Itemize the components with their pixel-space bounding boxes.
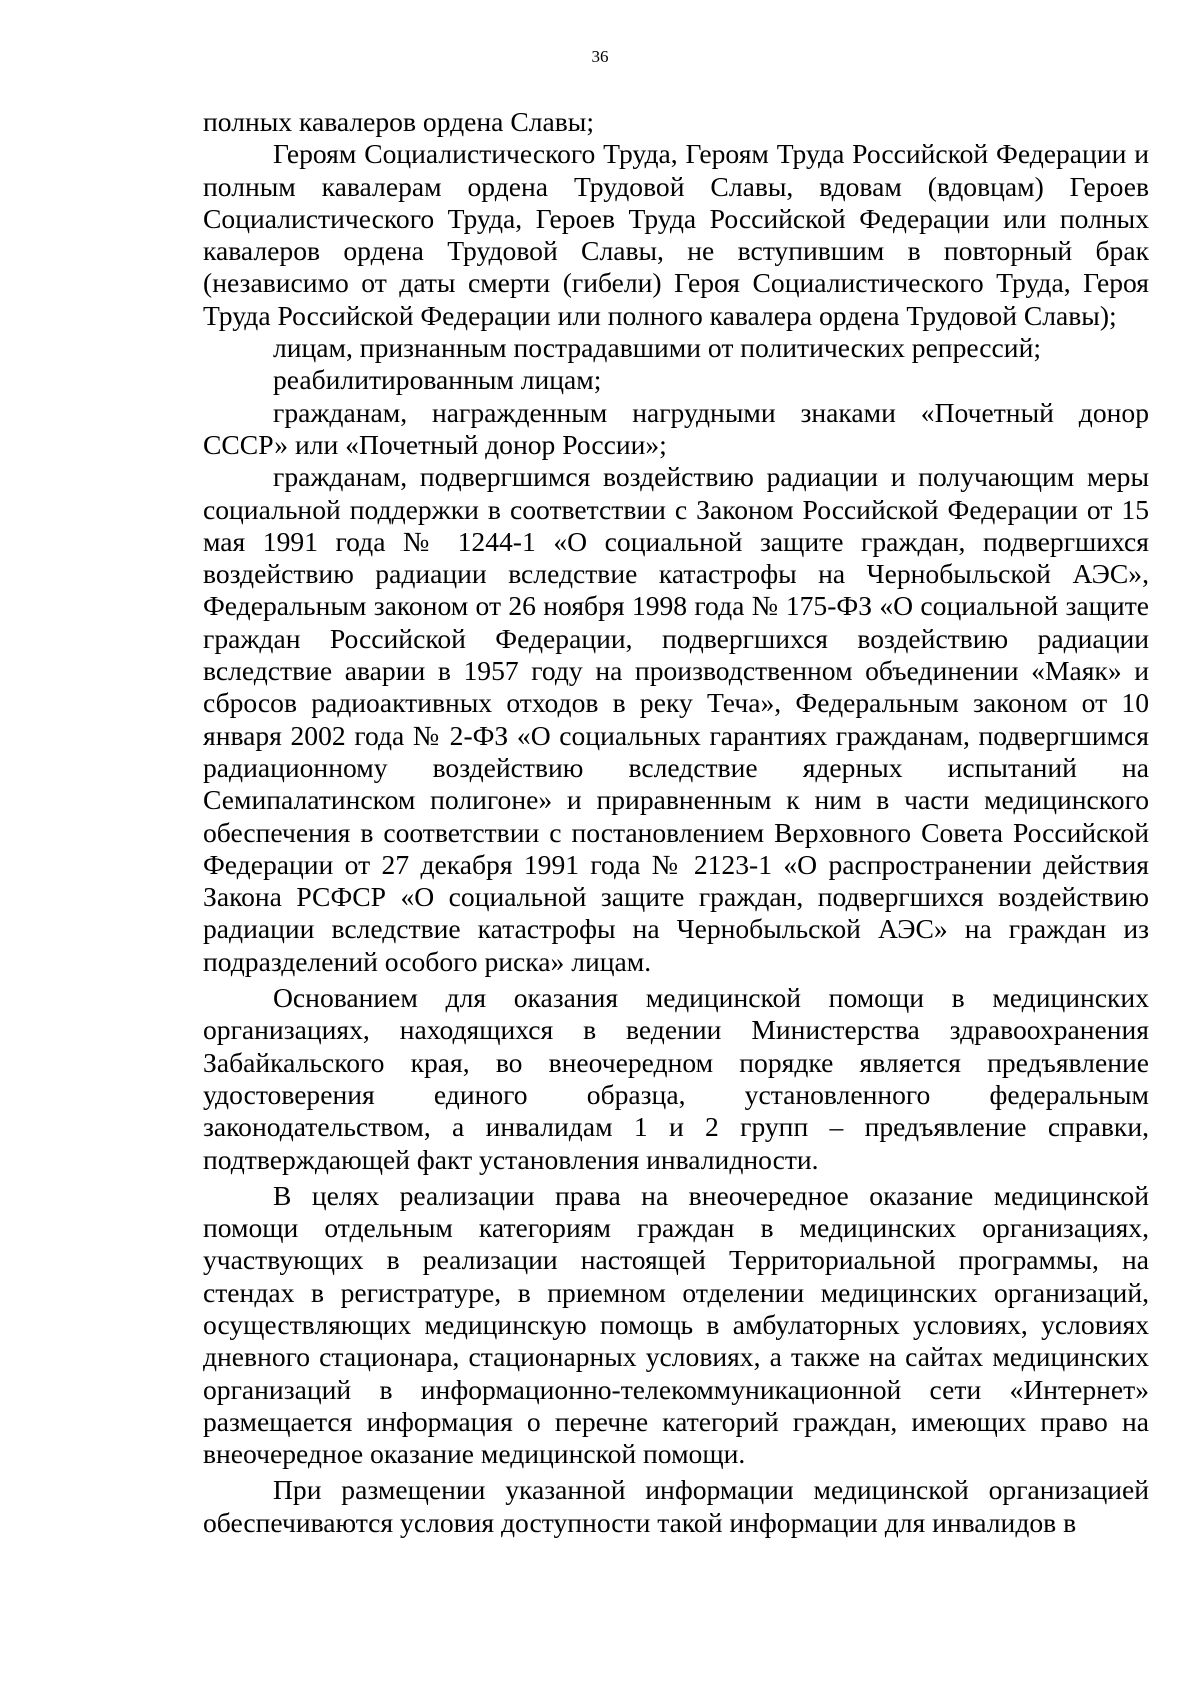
paragraph-information-stands: В целях реализации права на внеочередное оказание медицинской помощи отдельным категориям граждан в медицинских организациях, участвующих в реализации настоящей Территориальной программы, на стендах в регистратуре, в приемном отделении медицинских организаций, осуществляющих медицинскую помощь в амбулаторных условиях, условиях дневного стационара, стационарных условиях, а также на сайтах медицинских организаций в информационно-телекоммуникационной сети «Интернет» размещается информация о перечне категорий граждан, имеющих право на внеочередное оказание медицинской помощи. xyxy=(203,1179,1149,1470)
paragraph-honorary-donor: гражданам, награжденным нагрудными знаками «Почетный донор СССР» или «Почетный донор России»; xyxy=(203,396,1149,460)
paragraph-grounds: Основанием для оказания медицинской помощи в медицинских организациях, находящихся в ведении Министерства здравоохранения Забайкальского края, во внеочередном порядке является предъявление удостоверения единого образца, установленного федеральным законодательством, а инвалидам 1 и 2 групп – предъявление справки, подтверждающей факт установления инвалидности. xyxy=(203,982,1149,1175)
document-body xyxy=(203,106,1149,1539)
page-number: 36 xyxy=(591,47,609,66)
paragraph-political-repression: лицам, признанным пострадавшими от политических репрессий; xyxy=(273,332,1042,364)
paragraph-radiation: гражданам, подвергшимся воздействию радиации и получающим меры социальной поддержки в соответствии с Законом Российской Федерации от 15 мая 1991 года № 1244-1 «О социальной защите граждан, подвергшихся воздействию радиации вследствие катастрофы на Чернобыльской АЭС», Федеральным законом от 26 ноября 1998 года № 175-ФЗ «О социальной защите граждан Российской Федерации, подвергшихся воздействию радиации вследствие аварии в 1957 году на производственном объединении «Маяк» и сбросов радиоактивных отходов в реку Теча», Федеральным законом от 10 января 2002 года № 2-ФЗ «О социальных гарантиях гражданам, подвергшимся радиационному воздействию вследствие ядерных испытаний на Семипалатинском полигоне» и приравненным к ним в части медицинского обеспечения в соответствии с постановлением Верховного Совета Российской Федерации от 27 декабря 1991 года № 2123-1 «О распространении действия Закона РСФСР «О социальной защите граждан, подвергшихся воздействию радиации вследствие катастрофы на Чернобыльской АЭС» на граждан из подразделений особого риска» лицам. xyxy=(203,461,1149,977)
paragraph-continuation: полных кавалеров ордена Славы; xyxy=(203,106,594,137)
paragraph-accessibility: При размещении указанной информации медицинской организацией обеспечиваются условия доступности такой информации для инвалидов в xyxy=(203,1474,1149,1538)
paragraph-rehabilitated: реабилитированным лицам; xyxy=(273,364,602,396)
paragraph-heroes-of-labour: Героям Социалистического Труда, Героям Труда Российской Федерации и полным кавалерам ордена Трудовой Славы, вдовам (вдовцам) Героев Социалистического Труда, Героев Труда Российской Федерации или полных кавалеров ордена Трудовой Славы, не вступившим в повторный брак (независимо от даты смерти (гибели) Героя Социалистического Труда, Героя Труда Российской Федерации или полного кавалера ордена Трудовой Славы); xyxy=(203,138,1149,331)
